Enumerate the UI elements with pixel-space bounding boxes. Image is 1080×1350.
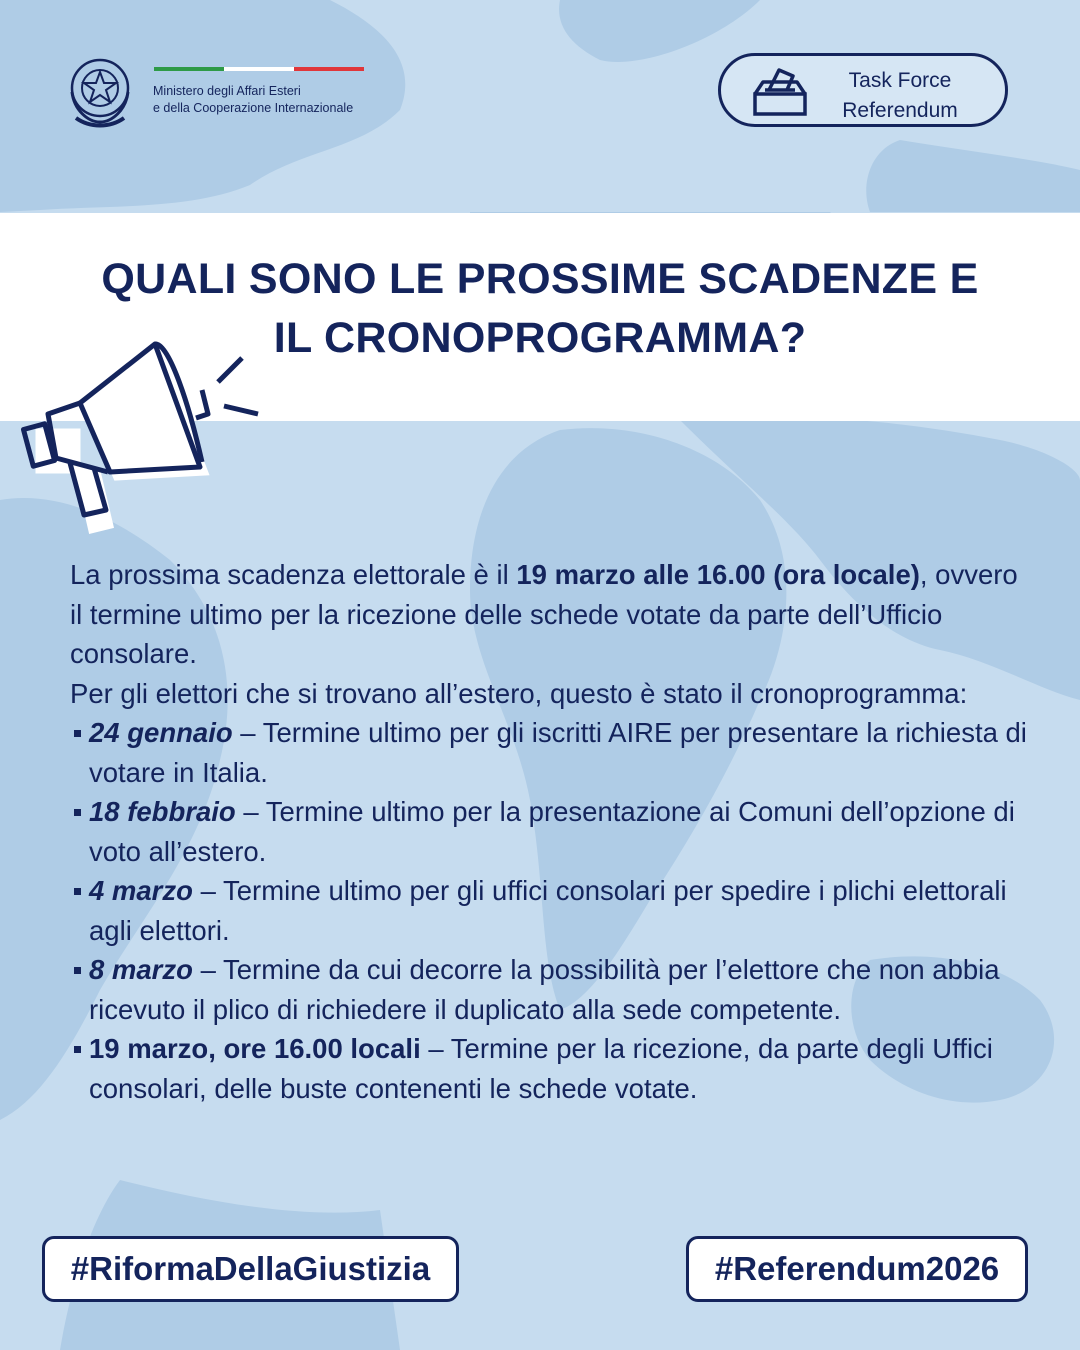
schedule-date: 18 febbraio — [89, 796, 236, 827]
schedule-date: 8 marzo — [89, 954, 193, 985]
schedule-text: – Termine ultimo per gli uffici consolari per spedire i plichi elettorali agli elettori. — [89, 875, 1007, 946]
task-force-label: Task Force Referendum — [842, 69, 958, 122]
hashtag-referendum: #Referendum2026 — [686, 1236, 1028, 1302]
body-text — [70, 555, 1030, 1108]
schedule-text: – Termine ultimo per gli iscritti AIRE per presentare la richiesta di votare in Italia. — [89, 717, 1027, 788]
next-deadline: 19 marzo alle 16.00 (ora locale) — [516, 559, 920, 590]
schedule-item — [70, 871, 1030, 950]
schedule-date: 4 marzo — [89, 875, 193, 906]
intro-part-1: La prossima scadenza elettorale è il — [70, 559, 517, 590]
flag-red — [294, 67, 364, 71]
schedule-item — [70, 950, 1030, 1029]
schedule-date: 19 marzo, ore 16.00 locali — [89, 1033, 421, 1064]
ministry-name: Ministero degli Affari Esteri e della Cooperazione Internazionale — [153, 84, 354, 115]
schedule-list — [70, 713, 1030, 1108]
schedule-text: – Termine per la ricezione, da parte degli Uffici consolari, delle buste contenenti le schede votate. — [89, 1033, 993, 1104]
megaphone-icon — [20, 330, 280, 535]
italian-republic-emblem — [62, 52, 138, 132]
italian-flag-line — [154, 67, 364, 71]
schedule-intro: Per gli elettori che si trovano all’estero, questo è stato il cronoprogramma: — [70, 677, 968, 709]
schedule-item — [70, 792, 1030, 871]
schedule-date: 24 gennaio — [89, 717, 233, 748]
schedule-item — [70, 1029, 1030, 1108]
hashtag-riforma: #RiformaDellaGiustizia — [42, 1236, 459, 1302]
schedule-text: – Termine da cui decorre la possibilità per l’elettore che non abbia ricevuto il plico di richiedere il duplicato alla sede competente. — [89, 954, 1000, 1025]
schedule-item — [70, 713, 1030, 792]
schedule-text: – Termine ultimo per la presentazione ai Comuni dell’opzione di voto all’estero. — [89, 796, 1015, 867]
task-force-badge — [718, 53, 1008, 127]
flag-white — [224, 67, 294, 71]
intro-part-2: , ovvero il termine ultimo per la ricezione delle schede votate da parte dell’Ufficio consolare. — [70, 559, 1018, 669]
page-title: QUALI SONO LE PROSSIME SCADENZE E IL CRONOPROGRAMMA? — [101, 255, 979, 362]
ballot-box-icon — [751, 64, 809, 118]
intro-paragraph — [70, 555, 1030, 674]
flag-green — [154, 67, 224, 71]
